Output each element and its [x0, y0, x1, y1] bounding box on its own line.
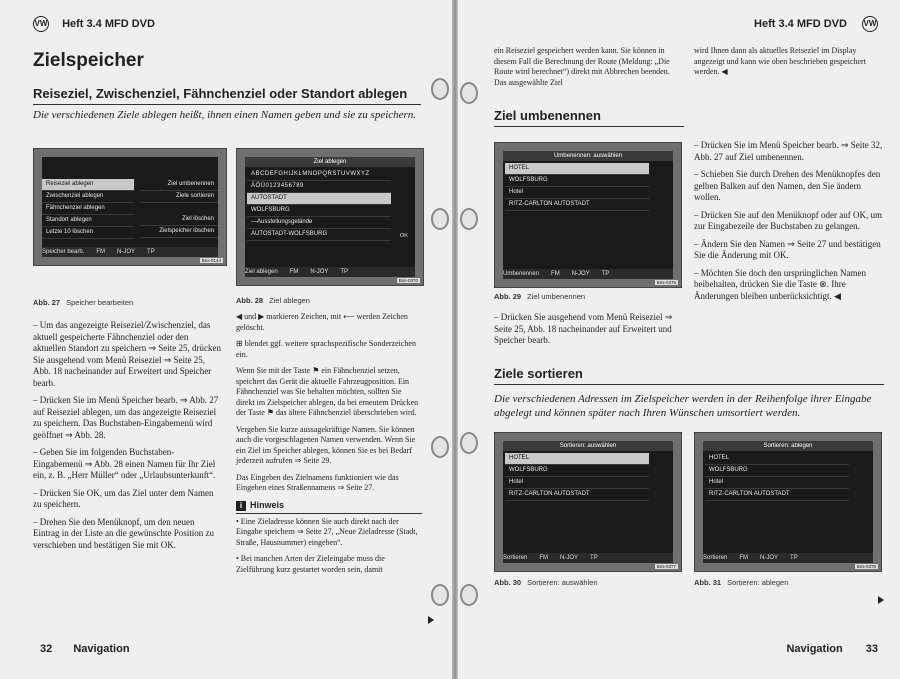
list-item: Hotel	[505, 477, 649, 489]
vw-logo-icon: VW	[862, 16, 878, 32]
menu-item: Reiseziel ablegen	[42, 179, 134, 191]
hint-item: • Bei manchen Arten der Zieleingabe muss die Zielführung kurz gestartet worden sein, damit	[236, 554, 385, 574]
continued-text-left: ein Reiseziel gespeichert werden kann. Sie können in diesem Fall die Berechnung der Route (Meldung: „Die Route wird berechnet“) direkt mit Abbrechen beenden. Das ausgewählte Ziel	[494, 46, 670, 87]
running-head-right: Heft 3.4 MFD DVD VW	[754, 16, 878, 32]
figure-code: Bns-0377	[656, 564, 676, 569]
binder-ring-icon	[460, 432, 478, 454]
figure-31-screen: Sortieren: ablegen HOTEL WOLFSBURG Hotel RITZ-CARLTON AUTOSTADT Sortieren FM N-JOY TP Bns-0378	[694, 432, 882, 572]
paragraph: – Drehen Sie den Menüknopf, um den neuen Eintrag in der Liste an die gewünschte Position zu verschieben und bestätigen Sie mit OK.	[33, 516, 214, 550]
screen-status-bar: Ziel ablegen FM N-JOY TP	[245, 267, 415, 277]
list-item: WOLFSBURG	[505, 175, 649, 187]
figure-30-screen: Sortieren: auswählen HOTEL WOLFSBURG Hotel RITZ-CARLTON AUTOSTADT Sortieren FM N-JOY TP Bns-0377	[494, 432, 682, 572]
figure-30-caption: Abb. 30 Sortieren: auswählen	[494, 578, 598, 587]
menu-item: Zwischenziel ablegen	[42, 191, 134, 203]
paragraph: ⊞ blendet ggf. weitere sprachspezifische Sonderzeichen ein.	[236, 339, 416, 359]
footer-left: 32 Navigation	[40, 643, 130, 655]
binder-ring-icon	[431, 208, 449, 230]
menu-item: Ziele sortieren	[140, 191, 218, 203]
digit-row: ÄÖÜ0123456789	[247, 181, 391, 193]
figure-28-screen: Ziel ablegen ABCDEFGHIJKLMNOPQRSTUVWXYZ ÄÖÜ0123456789 AUTOSTADT WOLFSBURG —Ausstellungsgelände AUTOSTADT-WOLFSBURG OK Ziel ablegen FM N-JOY TP Bns-0370	[236, 148, 424, 286]
continued-text-right: wird Ihnen dann als aktuelles Reiseziel im Display angezeigt und kann wie oben beschrieben gespeichert werden. ◀	[694, 46, 866, 76]
running-head-left: VW Heft 3.4 MFD DVD	[33, 16, 155, 32]
paragraph: – Drücken Sie OK, um das Ziel unter dem Namen zu speichern.	[33, 487, 214, 509]
paragraph: – Ändern Sie den Namen ⇒ Seite 27 und bestätigen Sie die Änderung mit OK.	[694, 238, 881, 260]
screen-status-bar: Umbenennen FM N-JOY TP	[503, 269, 673, 279]
input-line: AUTOSTADT	[247, 193, 391, 205]
continue-arrow-icon	[428, 611, 434, 629]
rename-steps	[694, 140, 884, 308]
menu-item: Ziel umbenennen	[140, 179, 218, 191]
binder-ring-icon	[460, 208, 478, 230]
list-item: HOTEL	[505, 163, 649, 175]
right-page	[458, 0, 900, 679]
paragraph: – Drücken Sie im Menü Speicher bearb. ⇒ Seite 32, Abb. 27 auf Ziel umbenennen.	[694, 140, 883, 162]
paragraph: – Schieben Sie durch Drehen des Menüknopfes den gelben Balken auf den Namen, den Sie ändern wollen.	[694, 169, 881, 202]
list-item: —Ausstellungsgelände	[247, 217, 391, 229]
figure-code: Bns-0144	[201, 258, 221, 263]
figure-27-caption: Abb. 27 Speicher bearbeiten	[33, 298, 134, 307]
menu-item: Ziel löschen	[140, 214, 218, 226]
list-item: Hotel	[705, 477, 849, 489]
section-header: Reiseziel, Zwischenziel, Fähnchenziel oder Standort ablegen	[33, 86, 421, 105]
list-item: WOLFSBURG	[247, 205, 391, 217]
list-item: Hotel	[505, 187, 649, 199]
paragraph: – Drücken Sie auf den Menüknopf oder auf OK, um zur Eingabezeile der Buchstaben zu gelangen.	[694, 209, 882, 231]
list-item: RITZ-CARLTON AUTOSTADT	[505, 199, 649, 211]
section-header-rename: Ziel umbenennen	[494, 108, 684, 127]
list-item: HOTEL	[705, 453, 849, 465]
right-column-text	[236, 312, 422, 581]
left-column-text	[33, 320, 223, 557]
list-item: RITZ-CARLTON AUTOSTADT	[705, 489, 849, 501]
letter-row: ABCDEFGHIJKLMNOPQRSTUVWXYZ	[247, 169, 391, 181]
figure-code: Bns-0378	[856, 564, 876, 569]
list-item: HOTEL	[505, 453, 649, 465]
list-item: WOLFSBURG	[505, 465, 649, 477]
page-title: Zielspeicher	[33, 50, 144, 71]
figure-code: Bns-0370	[398, 278, 418, 283]
paragraph: – Um das angezeigte Reiseziel/Zwischenziel, das aktuell gespeicherte Fähnchenziel oder den aktuellen Standort zu speichern ⇒ Seite 25, drücken Sie ausgehend vom Menü Reiseziel ⇒ Seite 25, Abb. 18 nacheinander auf Erweitert und Speicher bearb.	[33, 320, 221, 388]
figure-29-caption: Abb. 29 Ziel umbenennen	[494, 292, 586, 301]
list-item: AUTOSTADT-WOLFSBURG	[247, 229, 391, 241]
paragraph: – Drücken Sie im Menü Speicher bearb. ⇒ Abb. 27 auf Reiseziel ablegen, um das angezeigte Reiseziel zu speichern. Das Buchstaben-Eingabemenü wird geöffnet ⇒ Abb. 28.	[33, 395, 219, 440]
continue-arrow-icon	[878, 591, 884, 609]
binder-ring-icon	[431, 78, 449, 100]
paragraph: Vergeben Sie kurze aussagekräftige Namen. Sie können auch die vorgeschlagenen Namen verwenden. Wenn Sie ein Ziel im Speicher ablegen, können Sie es bei Bedarf jederzeit aufrufen ⇒ Seite 29.	[236, 424, 416, 465]
figure-27-screen	[33, 148, 227, 266]
menu-item: Zielspeicher löschen	[140, 226, 218, 238]
paragraph: Das Eingeben des Zielnamens funktioniert wie das Eingeben eines Straßennamens ⇒ Seite 27.	[236, 472, 399, 492]
info-icon: i	[236, 501, 246, 511]
menu-item: Letzte 10 löschen	[42, 227, 134, 239]
figure-code: Bns-0376	[656, 280, 676, 285]
section-lead: Die verschiedenen Ziele ablegen heißt, ihnen einen Namen geben und sie zu speichern.	[33, 109, 417, 121]
list-item: WOLFSBURG	[705, 465, 849, 477]
paragraph: – Geben Sie im folgenden Buchstaben-Eingabemenü ⇒ Abb. 28 einen Namen für Ihr Ziel ein, z. B. „Herr Müller“ oder „Urlaubsunterkunft“.	[33, 447, 216, 480]
binder-ring-icon	[431, 584, 449, 606]
paragraph: ◀ und ▶ markieren Zeichen, mit ⟵ werden Zeichen gelöscht.	[236, 312, 408, 332]
screen-status-bar: Speicher bearb. FM N-JOY TP	[42, 247, 218, 257]
list-item: RITZ-CARLTON AUTOSTADT	[505, 489, 649, 501]
figure-31-caption: Abb. 31 Sortieren: ablegen	[694, 578, 789, 587]
hint-heading: i Hinweis	[236, 500, 422, 511]
screen-status-bar: Sortieren FM N-JOY TP	[503, 553, 673, 563]
section-header-sort: Ziele sortieren	[494, 366, 884, 385]
binder-ring-icon	[460, 584, 478, 606]
figure-28-caption: Abb. 28 Ziel ablegen	[236, 296, 310, 305]
paragraph: – Möchten Sie doch den ursprünglichen Namen beibehalten, drücken Sie die Taste ⊗. Ihre Änderungen bleiben unberücksichtigt. ◀	[694, 267, 866, 301]
binder-ring-icon	[431, 436, 449, 458]
sort-lead: Die verschiedenen Adressen im Zielspeicher werden in der Reihenfolge ihrer Eingabe abgelegt und können später nach Ihren Wünschen umsortiert werden.	[494, 393, 872, 419]
footer-right: Navigation 33	[786, 643, 878, 655]
rename-step-1: – Drücken Sie ausgehend vom Menü Reiseziel ⇒ Seite 25, Abb. 18 nacheinander auf Erweitert und Speicher bearb.	[494, 312, 673, 345]
paragraph: Wenn Sie mit der Taste ⚑ ein Fähnchenziel setzen, speichert das Gerät die aktuelle Fahrzeugposition. Ein Fähnchenziel was Sie behalten möchten, sollten Sie direkt im Zielspeicher ablegen, da bei erneutem Drücken der Taste ⚑ das ältere Fähnchenziel überschrieben wird.	[236, 366, 419, 417]
binder-ring-icon	[460, 82, 478, 104]
figure-29-screen: Umbenennen: auswählen HOTEL WOLFSBURG Hotel RITZ-CARLTON AUTOSTADT Umbenennen FM N-JOY TP Bns-0376	[494, 142, 682, 288]
menu-item: Standort ablegen	[42, 215, 134, 227]
screen-status-bar: Sortieren FM N-JOY TP	[703, 553, 873, 563]
hint-item: • Eine Zieladresse können Sie auch direkt nach der Eingabe speichern ⇒ Seite 27, „Neue Zieladresse (Stadt, Straße, Hausnummer) eingeben“.	[236, 516, 418, 547]
vw-logo-icon: VW	[33, 16, 49, 32]
menu-item: Fähnchenziel ablegen	[42, 203, 134, 215]
